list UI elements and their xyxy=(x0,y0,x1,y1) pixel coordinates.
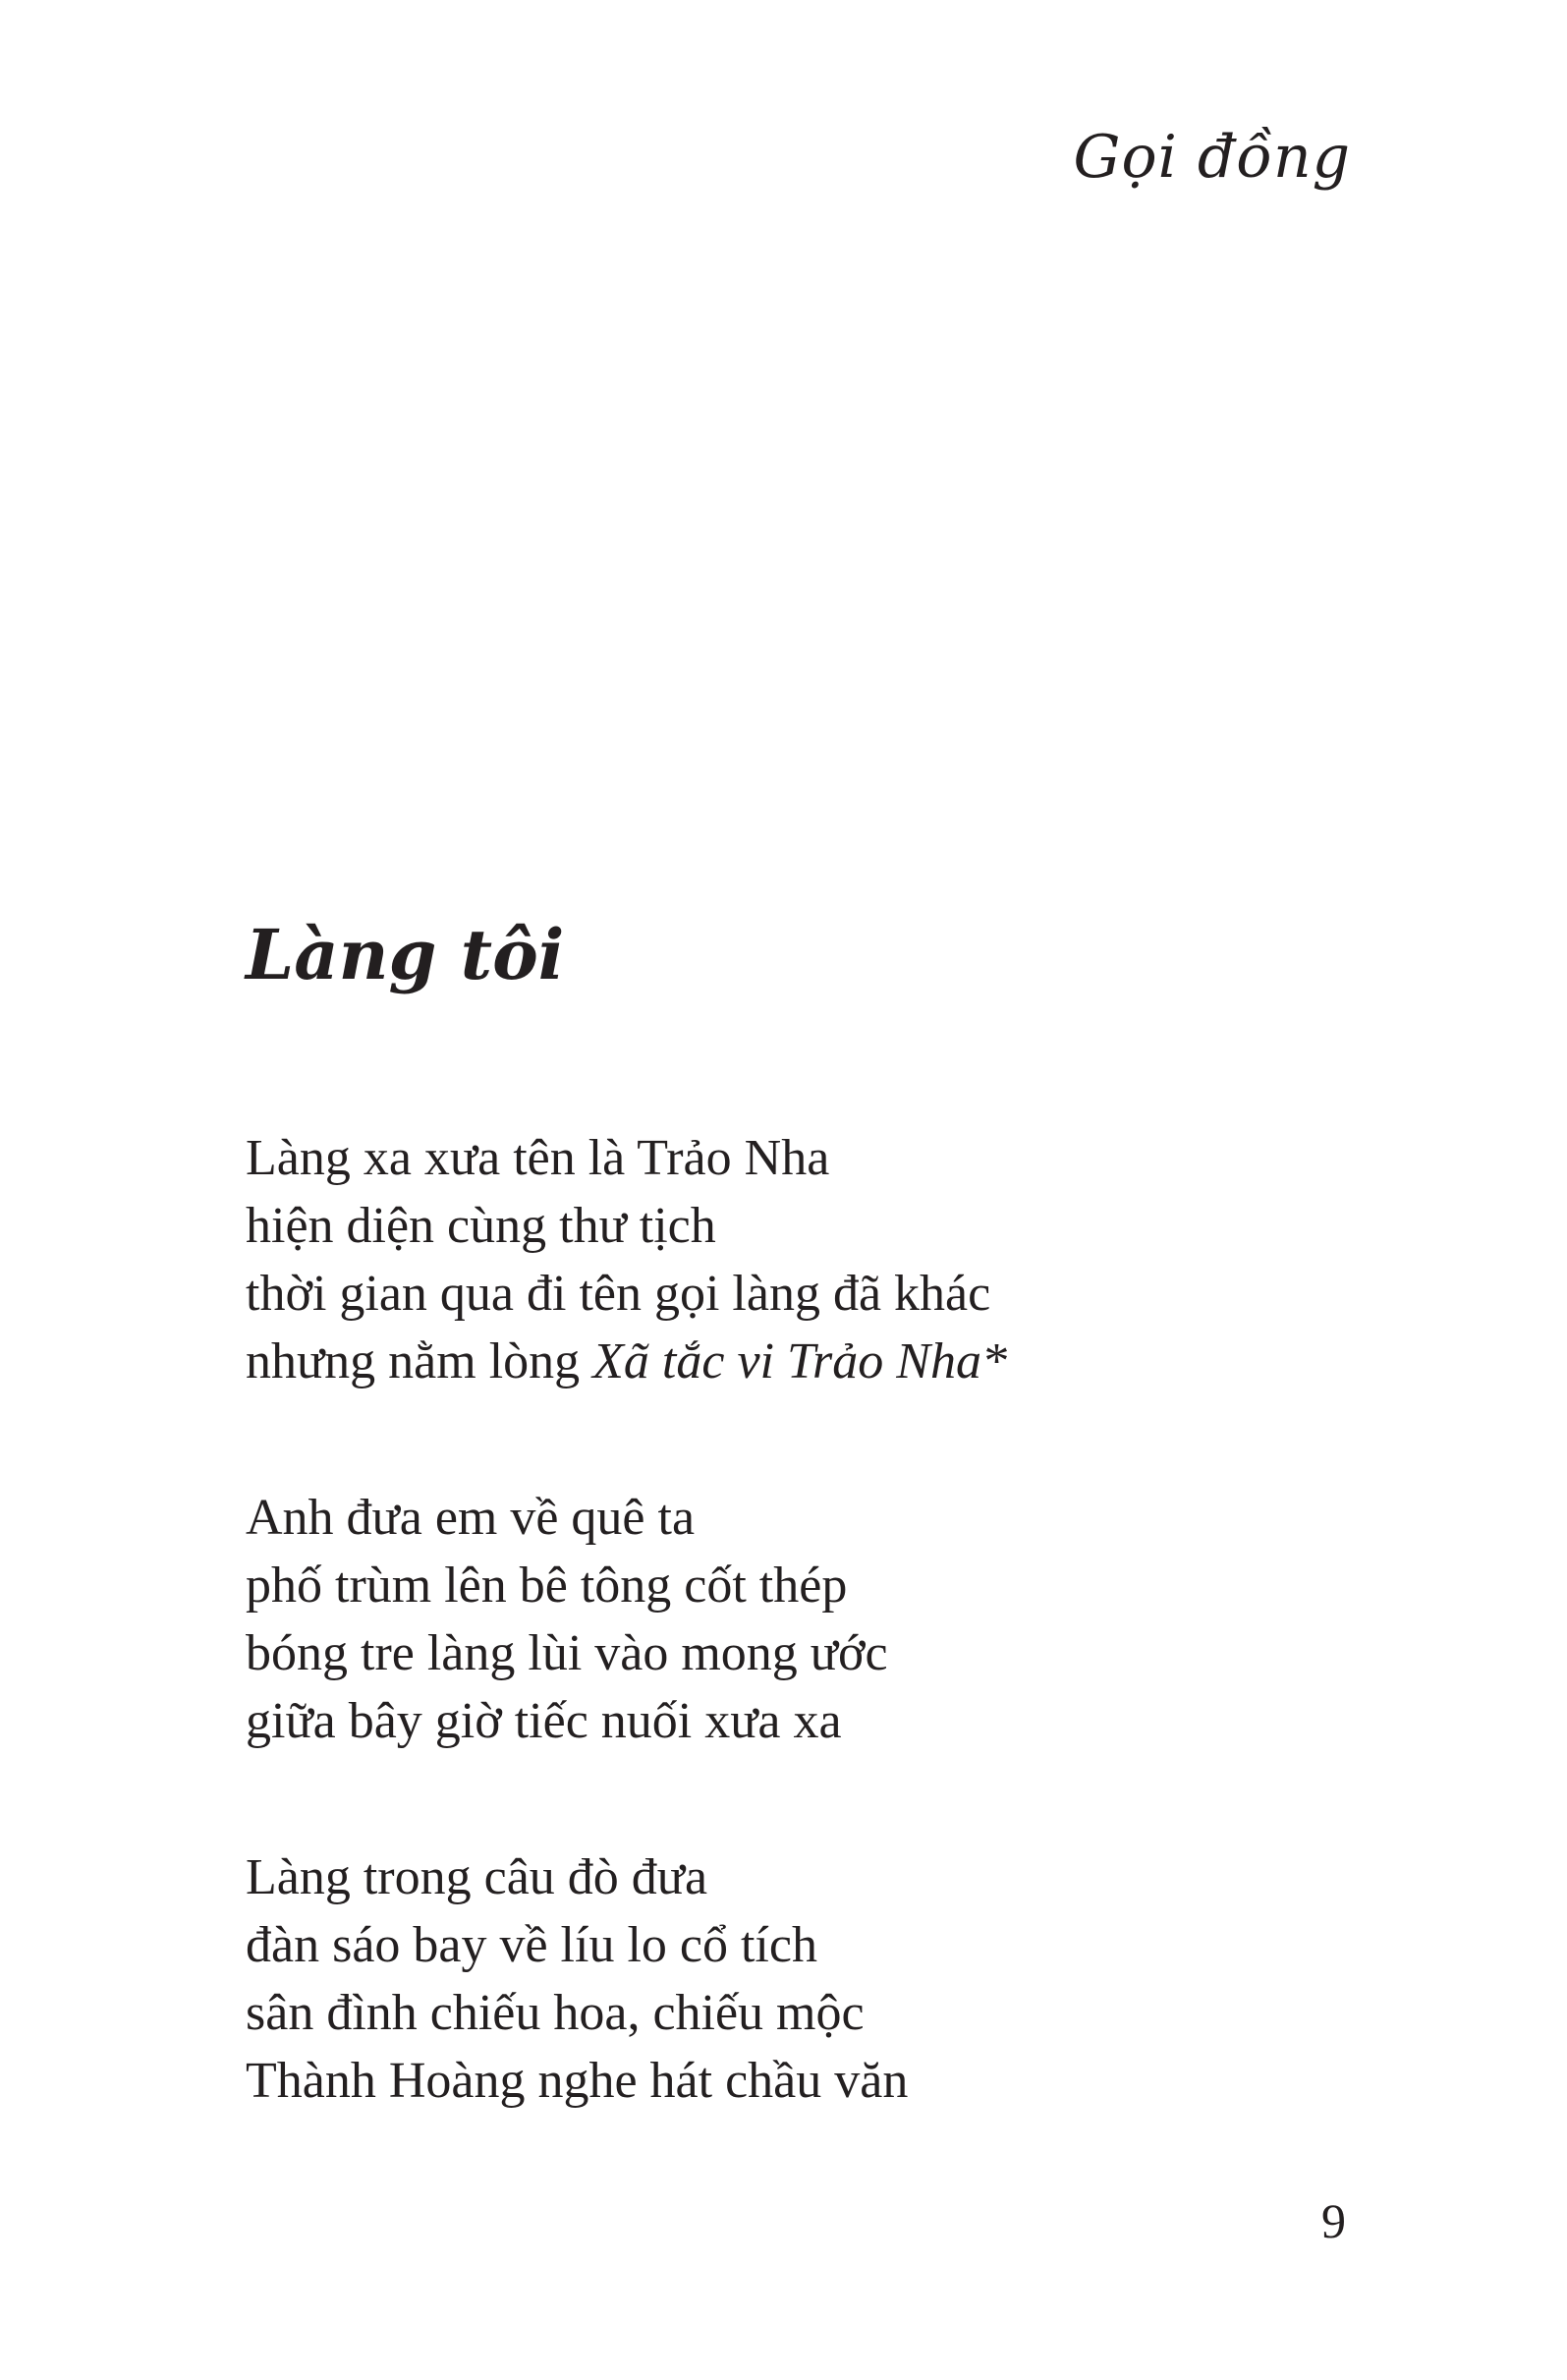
poem-line: sân đình chiếu hoa, chiếu mộc xyxy=(246,1985,865,2041)
poem-line xyxy=(246,1328,1326,1395)
running-header: Gọi đồng xyxy=(1073,123,1351,192)
poem xyxy=(246,914,1326,2203)
poem-line: Thành Hoàng nghe hát chầu văn xyxy=(246,2053,909,2109)
poem-line: đàn sáo bay về líu lo cổ tích xyxy=(246,1917,817,1973)
page-number: 9 xyxy=(1321,2193,1346,2248)
poem-line: thời gian qua đi tên gọi làng đã khác xyxy=(246,1266,991,1322)
poem-line: Làng xa xưa tên là Trảo Nha xyxy=(246,1130,830,1186)
poem-line: giữa bây giờ tiếc nuối xưa xa xyxy=(246,1693,842,1749)
poem-line: hiện diện cùng thư tịch xyxy=(246,1198,716,1254)
poem-title: Làng tôi xyxy=(246,914,565,995)
stanza-2 xyxy=(246,1484,1326,1755)
stanza-1 xyxy=(246,1124,1326,1395)
poem-line: bóng tre làng lùi vào mong ước xyxy=(246,1625,888,1681)
stanza-3 xyxy=(246,1843,1326,2115)
poem-line: Anh đưa em về quê ta xyxy=(246,1490,696,1546)
poem-line-text: nhưng nằm lòng xyxy=(246,1333,593,1389)
poem-line: phố trùm lên bê tông cốt thép xyxy=(246,1558,848,1614)
poem-line: Làng trong câu đò đưa xyxy=(246,1849,708,1905)
poem-line-italic-quote: Xã tắc vi Trảo Nha* xyxy=(592,1333,1007,1389)
